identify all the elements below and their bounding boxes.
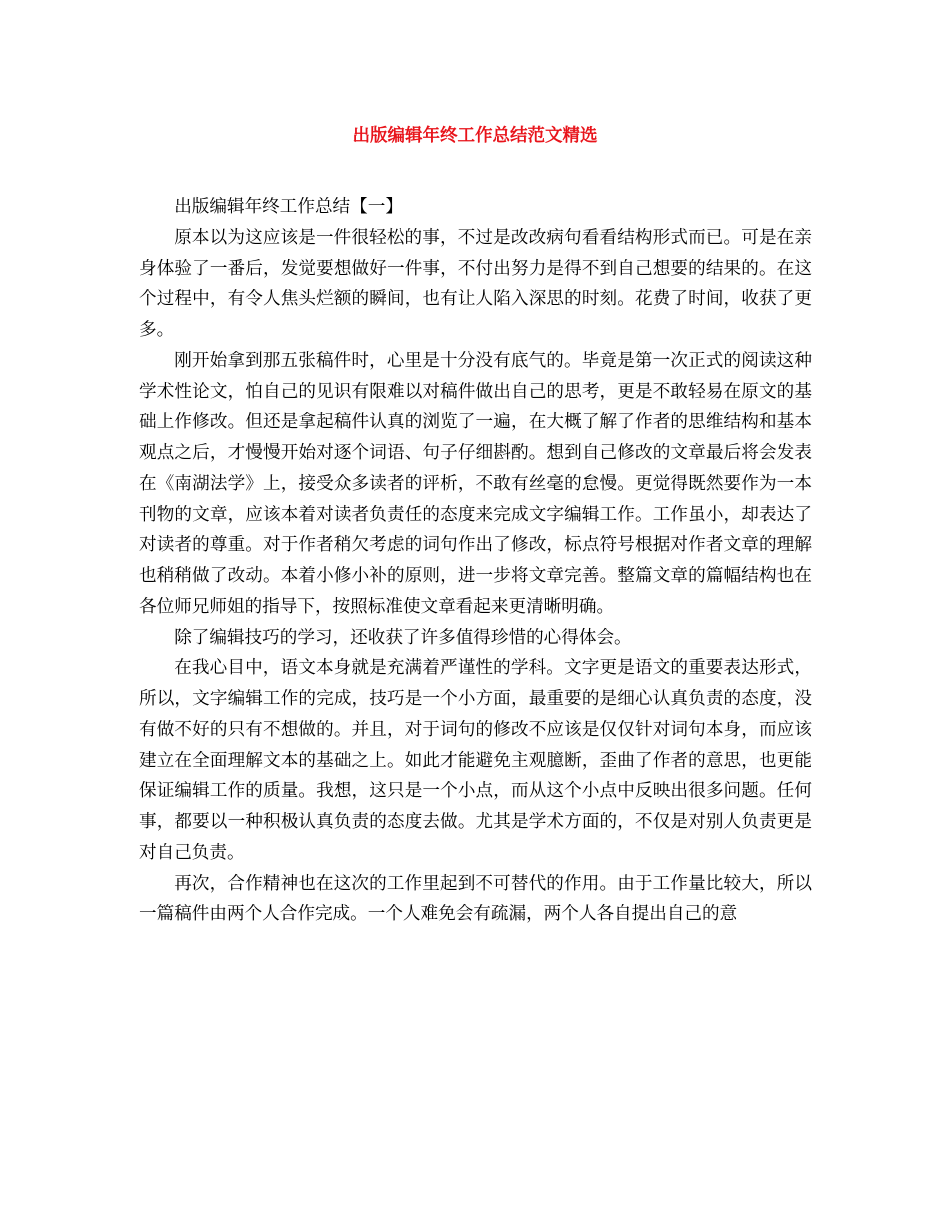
body-paragraph: 除了编辑技巧的学习，还收获了许多值得珍惜的心得体会。 (174, 627, 632, 648)
document-body (139, 192, 812, 930)
body-paragraph: 再次，合作精神也在这次的工作里起到不可替代的作用。由于工作量比较大，所以一篇稿件由两个人合作完成。一个人难免会有疏漏，两个人各自提出自己的意 (139, 873, 812, 925)
section-heading: 出版编辑年终工作总结【一】 (174, 197, 403, 217)
body-paragraph: 刚开始拿到那五张稿件时，心里是十分没有底气的。毕竟是第一次正式的阅读这种学术性论文，怕自己的见识有限难以对稿件做出自己的思考，更是不敢轻易在原文的基础上作修改。但还是拿起稿件认真的浏览了一遍，在大概了解了作者的思维结构和基本观点之后，才慢慢开始对逐个词语、句子仔细斟酌。想到自己修改的文章最后将会发表在《南湖法学》上，接受众多读者的评析，不敢有丝毫的怠慢。更觉得既然要作为一本刊物的文章，应该本着对读者负责任的态度来完成文字编辑工作。工作虽小，却表达了对读者的尊重。对于作者稍欠考虑的词句作出了修改，标点符号根据对作者文章的理解也稍稍做了改动。本着小修小补的原则，进一步将文章完善。整篇文章的篇幅结构也在各位师兄师姐的指导下，按照标准使文章看起来更清晰明确。 (139, 350, 812, 617)
body-paragraph: 在我心目中，语文本身就是充满着严谨性的学科。文字更是语文的重要表达形式，所以，文字编辑工作的完成，技巧是一个小方面，最重要的是细心认真负责的态度，没有做不好的只有不想做的。并且，对于词句的修改不应该是仅仅针对词句本身，而应该建立在全面理解文本的基础之上。如此才能避免主观臆断，歪曲了作者的意思，也更能保证编辑工作的质量。我想，这只是一个小点，而从这个小点中反映出很多问题。任何事，都要以一种积极认真负责的态度去做。尤其是学术方面的，不仅是对别人负责更是对自己负责。 (139, 658, 812, 863)
document-title: 出版编辑年终工作总结范文精选 (352, 126, 598, 146)
body-paragraph: 原本以为这应该是一件很轻松的事，不过是改改病句看看结构形式而已。可是在亲身体验了一番后，发觉要想做好一件事，不付出努力是得不到自己想要的结果的。在这个过程中，有令人焦头烂额的瞬间，也有让人陷入深思的时刻。花费了时间，收获了更多。 (139, 227, 812, 340)
